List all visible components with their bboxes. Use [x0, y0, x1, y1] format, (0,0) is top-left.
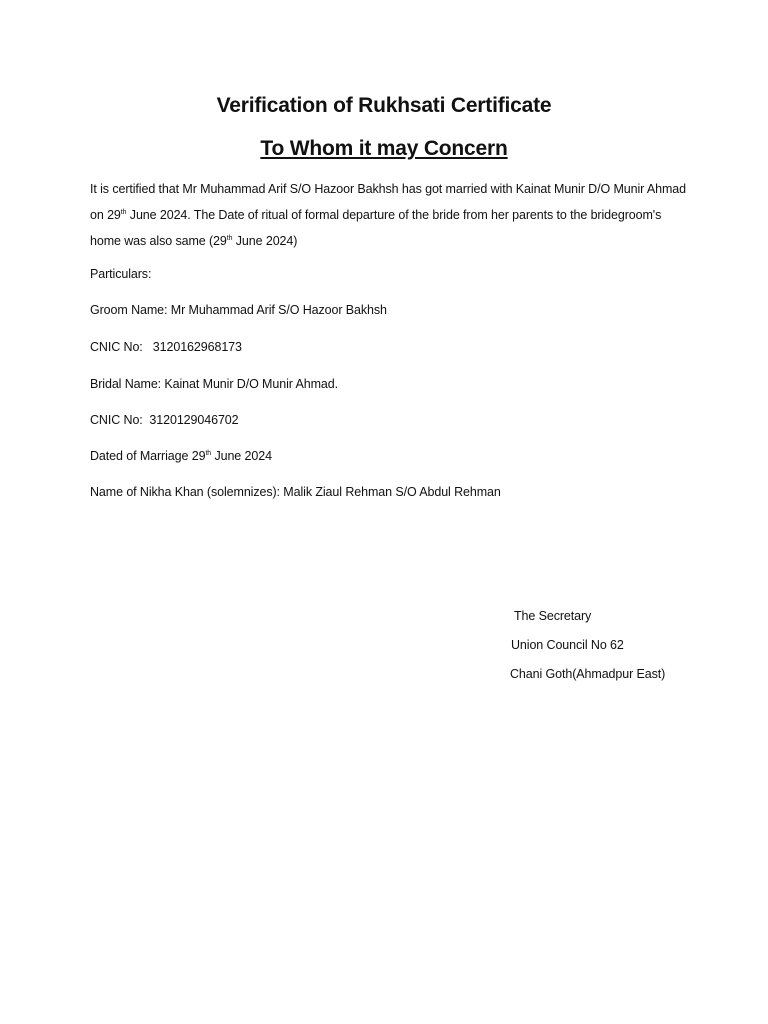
marriage-date-prefix: Dated of Marriage 29 [90, 449, 206, 463]
marriage-date [90, 449, 272, 463]
groom-name: Groom Name: Mr Muhammad Arif S/O Hazoor Bakhsh [90, 303, 387, 317]
paragraph-text-2: June 2024. The Date of ritual of formal departure of the bride from her parents to the bridegroom's home was also same (29 [90, 208, 662, 248]
signature-title: The Secretary [514, 609, 592, 623]
nikah-khan: Name of Nikha Khan (solemnizes): Malik Ziaul Rehman S/O Abdul Rehman [90, 485, 501, 499]
particulars-heading: Particulars: [90, 267, 152, 281]
ordinal-suffix: th [226, 235, 233, 242]
paragraph-text-3: June 2024) [232, 234, 298, 248]
bride-cnic: CNIC No: 3120129046702 [90, 413, 239, 427]
marriage-date-suffix: June 2024 [211, 449, 272, 463]
bridal-name: Bridal Name: Kainat Munir D/O Munir Ahmad. [90, 377, 338, 391]
document-title: Verification of Rukhsati Certificate [216, 94, 552, 117]
signature-location: Chani Goth(Ahmadpur East) [510, 667, 666, 681]
document-subtitle: To Whom it may Concern [260, 137, 508, 160]
ordinal-suffix: th [205, 450, 212, 457]
paragraph-text-1: It is certified that Mr Muhammad Arif S/O Hazoor Bakhsh has got married with Kainat Munir D/O Munir Ahmad on 29 [90, 182, 686, 222]
ordinal-suffix: th [120, 209, 127, 216]
groom-cnic: CNIC No: 3120162968173 [90, 340, 242, 354]
signature-council: Union Council No 62 [511, 638, 624, 652]
certification-paragraph [90, 176, 690, 254]
